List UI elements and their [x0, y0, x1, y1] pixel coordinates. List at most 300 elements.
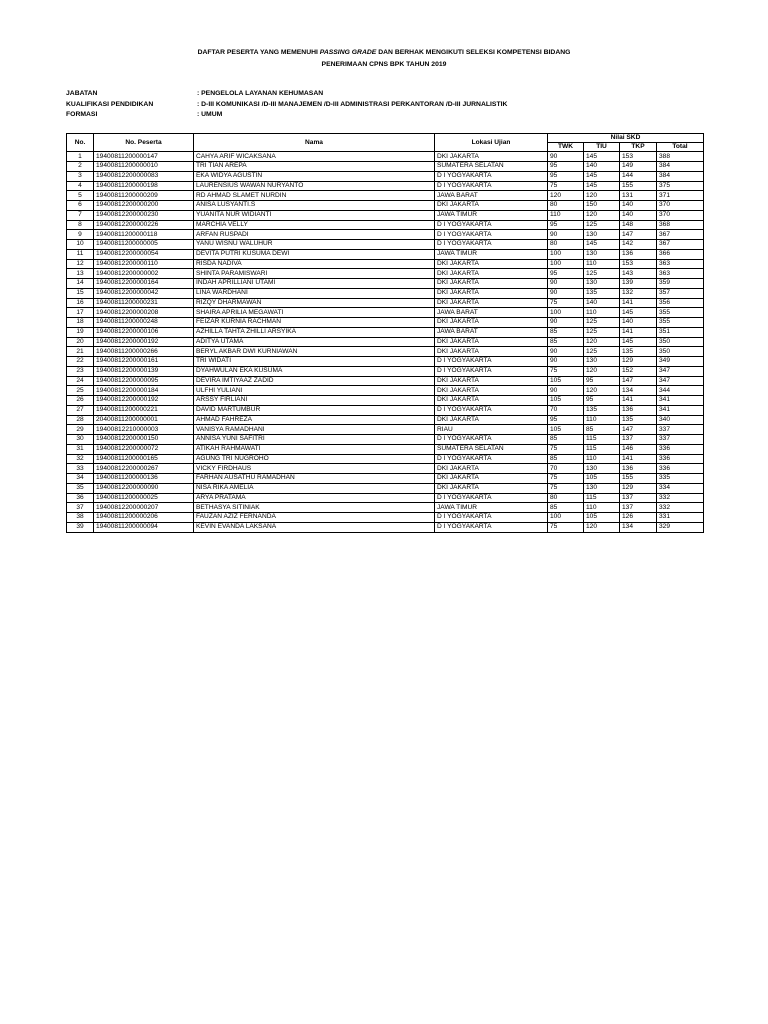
cell-nama: SHAIRA APRILIA MEGAWATI	[194, 308, 435, 318]
table-row	[67, 318, 704, 328]
cell-twk: 90	[548, 230, 584, 240]
cell-nama: LINA WARDHANI	[194, 288, 435, 298]
cell-tiu: 110	[584, 503, 620, 513]
cell-tiu: 120	[584, 337, 620, 347]
cell-peserta: 19400812200000226	[94, 220, 194, 230]
cell-nama: ADITYA UTAMA	[194, 337, 435, 347]
cell-peserta: 19400812200000192	[94, 396, 194, 406]
table-row	[67, 288, 704, 298]
cell-nama: NISA RIKA AMELIA	[194, 483, 435, 493]
cell-total: 366	[657, 249, 704, 259]
table-row	[67, 259, 704, 269]
cell-lokasi: JAWA BARAT	[435, 308, 548, 318]
cell-total: 384	[657, 162, 704, 172]
cell-tiu: 110	[584, 259, 620, 269]
cell-twk: 100	[548, 249, 584, 259]
cell-twk: 90	[548, 386, 584, 396]
cell-tkp: 137	[620, 435, 657, 445]
cell-tiu: 125	[584, 220, 620, 230]
cell-no: 37	[67, 503, 94, 513]
cell-twk: 80	[548, 493, 584, 503]
cell-no: 39	[67, 522, 94, 532]
cell-peserta: 19400811200000209	[94, 191, 194, 201]
cell-total: 355	[657, 318, 704, 328]
cell-nama: INDAH APRILLIANI UTAMI	[194, 279, 435, 289]
cell-twk: 85	[548, 327, 584, 337]
cell-nama: EKA WIDYA AGUSTIN	[194, 171, 435, 181]
cell-no: 5	[67, 191, 94, 201]
cell-twk: 90	[548, 152, 584, 162]
table-row	[67, 386, 704, 396]
cell-peserta: 19400811200000094	[94, 522, 194, 532]
cell-tiu: 125	[584, 318, 620, 328]
cell-tkp: 136	[620, 249, 657, 259]
cell-nama: TRI WIDATI	[194, 357, 435, 367]
cell-tkp: 147	[620, 230, 657, 240]
cell-no: 19	[67, 327, 94, 337]
cell-tiu: 135	[584, 288, 620, 298]
cell-tiu: 85	[584, 425, 620, 435]
cell-nama: ANISA LUSYANTI.S	[194, 201, 435, 211]
cell-twk: 75	[548, 366, 584, 376]
cell-peserta: 19400811200000005	[94, 240, 194, 250]
cell-lokasi: JAWA BARAT	[435, 327, 548, 337]
cell-total: 375	[657, 181, 704, 191]
cell-peserta: 19400812200000161	[94, 357, 194, 367]
table-row	[67, 405, 704, 415]
cell-peserta: 19400811200000248	[94, 318, 194, 328]
cell-lokasi: DKI JAKARTA	[435, 288, 548, 298]
cell-lokasi: RIAU	[435, 425, 548, 435]
table-row	[67, 415, 704, 425]
table-row	[67, 308, 704, 318]
cell-nama: AGUNG TRI NUGROHO	[194, 454, 435, 464]
cell-lokasi: DKI JAKARTA	[435, 396, 548, 406]
cell-total: 331	[657, 513, 704, 523]
cell-total: 350	[657, 347, 704, 357]
cell-lokasi: D I YOGYAKARTA	[435, 171, 548, 181]
cell-tiu: 145	[584, 171, 620, 181]
document-title	[0, 47, 768, 71]
cell-peserta: 19400811200000206	[94, 513, 194, 523]
cell-total: 349	[657, 357, 704, 367]
cell-lokasi: DKI JAKARTA	[435, 259, 548, 269]
cell-total: 359	[657, 279, 704, 289]
cell-twk: 75	[548, 298, 584, 308]
table-row	[67, 220, 704, 230]
cell-twk: 120	[548, 191, 584, 201]
cell-no: 28	[67, 415, 94, 425]
cell-twk: 100	[548, 513, 584, 523]
cell-peserta: 19400812200000095	[94, 376, 194, 386]
cell-tkp: 148	[620, 220, 657, 230]
cell-twk: 85	[548, 435, 584, 445]
header-no: No.	[67, 134, 94, 152]
table-row	[67, 279, 704, 289]
table-row	[67, 249, 704, 259]
cell-nama: AZHILLA TAHTA ZHILLI ARSYIKA	[194, 327, 435, 337]
cell-tkp: 145	[620, 308, 657, 318]
table-row	[67, 357, 704, 367]
cell-lokasi: DKI JAKARTA	[435, 298, 548, 308]
cell-nama: ARSSY FIRLIANI	[194, 396, 435, 406]
cell-tkp: 129	[620, 357, 657, 367]
cell-peserta: 19400812210000003	[94, 425, 194, 435]
cell-nama: ARYA PRATAMA	[194, 493, 435, 503]
cell-tiu: 120	[584, 522, 620, 532]
cell-nama: DEVITA PUTRI KUSUMA DEWI	[194, 249, 435, 259]
table-row	[67, 162, 704, 172]
cell-no: 30	[67, 435, 94, 445]
cell-twk: 90	[548, 318, 584, 328]
cell-tkp: 145	[620, 337, 657, 347]
cell-no: 8	[67, 220, 94, 230]
cell-tkp: 141	[620, 298, 657, 308]
cell-total: 367	[657, 230, 704, 240]
cell-total: 341	[657, 396, 704, 406]
cell-peserta: 19400811200000136	[94, 474, 194, 484]
cell-nama: FAUZAN AZIZ FERNANDA	[194, 513, 435, 523]
cell-tkp: 142	[620, 240, 657, 250]
cell-twk: 105	[548, 425, 584, 435]
cell-total: 329	[657, 522, 704, 532]
cell-tkp: 153	[620, 152, 657, 162]
cell-lokasi: DKI JAKARTA	[435, 464, 548, 474]
cell-twk: 80	[548, 201, 584, 211]
table-row	[67, 435, 704, 445]
cell-tkp: 134	[620, 386, 657, 396]
cell-no: 22	[67, 357, 94, 367]
cell-peserta: 19400812200000042	[94, 288, 194, 298]
cell-lokasi: D I YOGYAKARTA	[435, 220, 548, 230]
cell-tiu: 95	[584, 376, 620, 386]
table-row	[67, 191, 704, 201]
cell-twk: 90	[548, 347, 584, 357]
table-row	[67, 181, 704, 191]
cell-tiu: 120	[584, 386, 620, 396]
cell-no: 21	[67, 347, 94, 357]
cell-total: 334	[657, 483, 704, 493]
cell-lokasi: DKI JAKARTA	[435, 386, 548, 396]
cell-total: 370	[657, 210, 704, 220]
cell-tkp: 155	[620, 474, 657, 484]
cell-peserta: 19400812200000192	[94, 337, 194, 347]
table-row	[67, 366, 704, 376]
cell-tiu: 110	[584, 415, 620, 425]
cell-peserta: 19400812200000164	[94, 279, 194, 289]
table-row	[67, 425, 704, 435]
cell-no: 2	[67, 162, 94, 172]
cell-no: 32	[67, 454, 94, 464]
cell-tiu: 95	[584, 396, 620, 406]
cell-tkp: 144	[620, 171, 657, 181]
cell-tkp: 132	[620, 288, 657, 298]
cell-peserta: 19400812200000072	[94, 444, 194, 454]
cell-twk: 90	[548, 279, 584, 289]
cell-no: 36	[67, 493, 94, 503]
cell-tiu: 145	[584, 181, 620, 191]
cell-lokasi: SUMATERA SELATAN	[435, 162, 548, 172]
cell-tkp: 146	[620, 444, 657, 454]
cell-tiu: 125	[584, 347, 620, 357]
cell-lokasi: JAWA TIMUR	[435, 249, 548, 259]
cell-nama: ANNISA YUNI SAFITRI	[194, 435, 435, 445]
cell-nama: LAURENSIUS WAWAN NURYANTO	[194, 181, 435, 191]
cell-tkp: 140	[620, 318, 657, 328]
cell-peserta: 19400812200000208	[94, 308, 194, 318]
cell-twk: 100	[548, 259, 584, 269]
cell-lokasi: D I YOGYAKARTA	[435, 493, 548, 503]
cell-lokasi: DKI JAKARTA	[435, 152, 548, 162]
cell-twk: 100	[548, 308, 584, 318]
cell-no: 33	[67, 464, 94, 474]
cell-no: 23	[67, 366, 94, 376]
table-row	[67, 210, 704, 220]
cell-lokasi: D I YOGYAKARTA	[435, 240, 548, 250]
cell-tkp: 131	[620, 191, 657, 201]
cell-nama: KEVIN EVANDA LAKSANA	[194, 522, 435, 532]
cell-tkp: 135	[620, 347, 657, 357]
table-row	[67, 240, 704, 250]
cell-no: 11	[67, 249, 94, 259]
cell-peserta: 19400812200000200	[94, 201, 194, 211]
table-row	[67, 513, 704, 523]
cell-nama: FEIZAR KURNIA RACHMAN	[194, 318, 435, 328]
title-line-2: PENERIMAAN CPNS BPK TAHUN 2019	[321, 61, 447, 68]
cell-lokasi: DKI JAKARTA	[435, 337, 548, 347]
cell-total: 347	[657, 376, 704, 386]
cell-total: 363	[657, 259, 704, 269]
cell-tiu: 130	[584, 483, 620, 493]
cell-tkp: 147	[620, 376, 657, 386]
cell-peserta: 19400811200000231	[94, 298, 194, 308]
table-row	[67, 230, 704, 240]
cell-total: 357	[657, 288, 704, 298]
cell-tiu: 130	[584, 230, 620, 240]
cell-tkp: 140	[620, 210, 657, 220]
header-total: Total	[657, 143, 704, 152]
cell-peserta: 19400812200000090	[94, 483, 194, 493]
cell-tkp: 153	[620, 259, 657, 269]
cell-lokasi: DKI JAKARTA	[435, 318, 548, 328]
cell-tkp: 136	[620, 405, 657, 415]
participant-table	[66, 133, 704, 533]
cell-no: 4	[67, 181, 94, 191]
cell-lokasi: D I YOGYAKARTA	[435, 435, 548, 445]
cell-peserta: 20400811200000001	[94, 415, 194, 425]
cell-peserta: 19400811200000198	[94, 181, 194, 191]
cell-peserta: 19400812200000110	[94, 259, 194, 269]
cell-total: 367	[657, 240, 704, 250]
cell-no: 16	[67, 298, 94, 308]
cell-lokasi: JAWA TIMUR	[435, 503, 548, 513]
cell-lokasi: DKI JAKARTA	[435, 201, 548, 211]
cell-twk: 75	[548, 474, 584, 484]
cell-no: 18	[67, 318, 94, 328]
cell-twk: 75	[548, 522, 584, 532]
cell-twk: 70	[548, 464, 584, 474]
table-row	[67, 171, 704, 181]
cell-no: 10	[67, 240, 94, 250]
header-nilai-skd: Nilai SKD	[548, 134, 704, 143]
cell-twk: 95	[548, 220, 584, 230]
cell-tkp: 149	[620, 162, 657, 172]
cell-twk: 70	[548, 405, 584, 415]
cell-twk: 85	[548, 503, 584, 513]
cell-twk: 95	[548, 171, 584, 181]
header-nama: Nama	[194, 134, 435, 152]
table-row	[67, 152, 704, 162]
cell-tkp: 137	[620, 503, 657, 513]
cell-total: 332	[657, 503, 704, 513]
cell-tiu: 130	[584, 249, 620, 259]
cell-total: 368	[657, 220, 704, 230]
cell-tiu: 115	[584, 444, 620, 454]
cell-nama: YANU WISNU WALUHUR	[194, 240, 435, 250]
cell-twk: 90	[548, 357, 584, 367]
cell-nama: VANISYA RAMADHANI	[194, 425, 435, 435]
cell-tkp: 140	[620, 201, 657, 211]
cell-lokasi: DKI JAKARTA	[435, 279, 548, 289]
cell-tkp: 134	[620, 522, 657, 532]
table-row	[67, 444, 704, 454]
cell-total: 335	[657, 474, 704, 484]
cell-tkp: 126	[620, 513, 657, 523]
cell-twk: 90	[548, 288, 584, 298]
cell-total: 337	[657, 435, 704, 445]
cell-peserta: 19400811200000147	[94, 152, 194, 162]
cell-peserta: 19400811200000118	[94, 230, 194, 240]
cell-twk: 105	[548, 376, 584, 386]
cell-peserta: 19400811200000165	[94, 454, 194, 464]
cell-lokasi: DKI JAKARTA	[435, 269, 548, 279]
cell-no: 34	[67, 474, 94, 484]
cell-total: 351	[657, 327, 704, 337]
cell-tkp: 137	[620, 493, 657, 503]
cell-no: 31	[67, 444, 94, 454]
cell-no: 12	[67, 259, 94, 269]
cell-twk: 75	[548, 181, 584, 191]
cell-nama: RISDA NADIVA	[194, 259, 435, 269]
cell-twk: 105	[548, 396, 584, 406]
cell-total: 332	[657, 493, 704, 503]
table-row	[67, 454, 704, 464]
table-row	[67, 327, 704, 337]
cell-tkp: 135	[620, 415, 657, 425]
cell-total: 336	[657, 464, 704, 474]
cell-tkp: 155	[620, 181, 657, 191]
cell-no: 1	[67, 152, 94, 162]
cell-peserta: 19400812200000150	[94, 435, 194, 445]
cell-no: 14	[67, 279, 94, 289]
header-tkp: TKP	[620, 143, 657, 152]
cell-tkp: 141	[620, 396, 657, 406]
cell-twk: 75	[548, 444, 584, 454]
cell-total: 347	[657, 366, 704, 376]
cell-tiu: 125	[584, 327, 620, 337]
cell-peserta: 19400812200000106	[94, 327, 194, 337]
cell-no: 3	[67, 171, 94, 181]
cell-tkp: 143	[620, 269, 657, 279]
cell-peserta: 19400812200000207	[94, 503, 194, 513]
cell-total: 340	[657, 415, 704, 425]
cell-lokasi: DKI JAKARTA	[435, 474, 548, 484]
table-header-row	[67, 134, 704, 143]
cell-lokasi: JAWA TIMUR	[435, 210, 548, 220]
cell-peserta: 19400811200000025	[94, 493, 194, 503]
cell-tiu: 150	[584, 201, 620, 211]
cell-peserta: 19400812200000184	[94, 386, 194, 396]
cell-total: 356	[657, 298, 704, 308]
table-row	[67, 474, 704, 484]
cell-no: 25	[67, 386, 94, 396]
cell-twk: 85	[548, 454, 584, 464]
table-row	[67, 464, 704, 474]
cell-peserta: 19400812200000083	[94, 171, 194, 181]
cell-tiu: 120	[584, 366, 620, 376]
cell-total: 341	[657, 405, 704, 415]
cell-nama: ARFAN RUSPADI	[194, 230, 435, 240]
cell-peserta: 19400811200000266	[94, 347, 194, 357]
cell-no: 26	[67, 396, 94, 406]
cell-lokasi: D I YOGYAKARTA	[435, 366, 548, 376]
cell-nama: TRI TIAN AREPA	[194, 162, 435, 172]
cell-tiu: 110	[584, 454, 620, 464]
cell-peserta: 19400812200000002	[94, 269, 194, 279]
cell-lokasi: D I YOGYAKARTA	[435, 405, 548, 415]
cell-lokasi: D I YOGYAKARTA	[435, 513, 548, 523]
cell-nama: RD AHMAD SLAMET NURDIN	[194, 191, 435, 201]
cell-lokasi: D I YOGYAKARTA	[435, 181, 548, 191]
cell-peserta: 19400812200000054	[94, 249, 194, 259]
cell-nama: AHMAD FAHREZA	[194, 415, 435, 425]
table-row	[67, 483, 704, 493]
cell-lokasi: DKI JAKARTA	[435, 483, 548, 493]
cell-tkp: 139	[620, 279, 657, 289]
cell-total: 355	[657, 308, 704, 318]
cell-total: 363	[657, 269, 704, 279]
table-row	[67, 396, 704, 406]
cell-nama: BERYL AKBAR DWI KURNIAWAN	[194, 347, 435, 357]
cell-nama: RIZQY DHARMAWAN	[194, 298, 435, 308]
cell-tkp: 152	[620, 366, 657, 376]
cell-tiu: 120	[584, 210, 620, 220]
cell-nama: BETHASYA SITINIAK	[194, 503, 435, 513]
cell-nama: ATIKAH RAHMAWATI	[194, 444, 435, 454]
cell-total: 371	[657, 191, 704, 201]
cell-total: 344	[657, 386, 704, 396]
cell-tkp: 141	[620, 454, 657, 464]
cell-nama: FARHAN AUSATHU RAMADHAN	[194, 474, 435, 484]
cell-no: 9	[67, 230, 94, 240]
cell-peserta: 19400811200000010	[94, 162, 194, 172]
cell-no: 6	[67, 201, 94, 211]
cell-tkp: 141	[620, 327, 657, 337]
table-row	[67, 269, 704, 279]
cell-tiu: 120	[584, 191, 620, 201]
cell-twk: 85	[548, 337, 584, 347]
header-lokasi: Lokasi Ujian	[435, 134, 548, 152]
cell-nama: SHINTA PARAMISWARI	[194, 269, 435, 279]
cell-no: 15	[67, 288, 94, 298]
cell-peserta: 19400811200000221	[94, 405, 194, 415]
cell-nama: ULFHI YULIANI	[194, 386, 435, 396]
cell-tkp: 129	[620, 483, 657, 493]
cell-total: 388	[657, 152, 704, 162]
cell-total: 337	[657, 425, 704, 435]
cell-no: 13	[67, 269, 94, 279]
cell-lokasi: D I YOGYAKARTA	[435, 357, 548, 367]
